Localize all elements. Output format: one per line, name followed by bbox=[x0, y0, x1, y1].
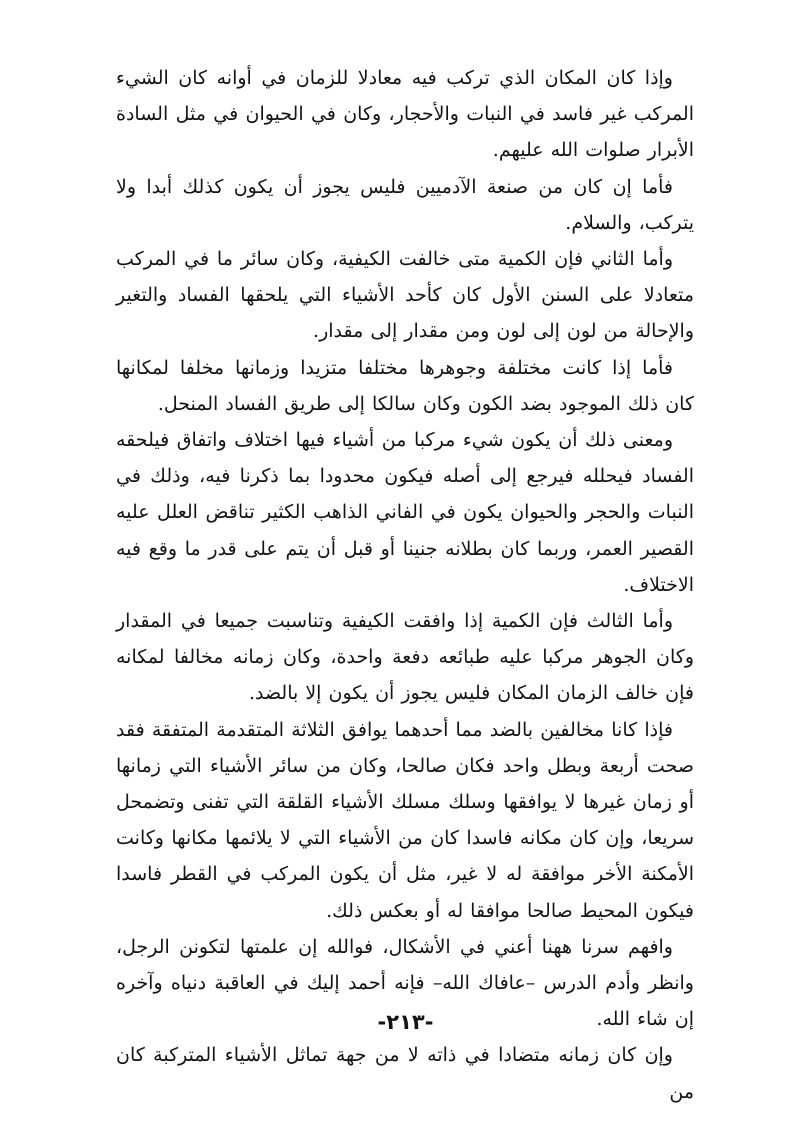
paragraph-5: ومعنى ذلك أن يكون شيء مركبا من أشياء فيها اختلاف واتفاق فيلحقه الفساد فيحلله فيرجع إلى أصله فيكون محدودا بما ذكرنا فيه، وذلك في النبات والحجر والحيوان يكون في الفاني الذاهب الكثير تناقض العلل عليه القصير العمر، وربما كان بطلانه جنينا أو قبل أن يتم على قدر ما وقع فيه الاختلاف. bbox=[116, 429, 694, 596]
paragraph-8: وافهم سرنا ههنا أعني في الأشكال، فوالله إن علمتها لتكونن الرجل، وانظر وأدم الدرس –عافاك الله– فإنه أحمد إليك في العاقبة دنياه وآخره إن شاء الله. bbox=[116, 935, 694, 1031]
paragraph-7: فإذا كانا مخالفين بالضد مما أحدهما يوافق الثلاثة المتقدمة المتفقة فقد صحت أربعة وبطل واحد فكان صالحا، وكان من سائر الأشياء التي زمانها أو زمان غيرها لا يوافقها وسلك مسلك الأشياء القلقة التي تفنى وتضمحل سريعا، وإن كان مكانه فاسدا كان من الأشياء التي لا يلائمها مكانها وكانت الأمكنة الأخر موافقة له لا غير، مثل أن يكون المركب في القطر فاسدا فيكون المحيط صالحا موافقا له أو بعكس ذلك. bbox=[116, 718, 694, 922]
paragraph-9: وإن كان زمانه متضادا في ذاته لا من جهة تماثل الأشياء المتركبة كان من bbox=[116, 1044, 694, 1103]
paragraph-6: وأما الثالث فإن الكمية إذا وافقت الكيفية وتناسبت جميعا في المقدار وكان الجوهر مركبا عليه طبائعه دفعة واحدة، وكان زمانه مخالفا لمكانه فإن خالف الزمان المكان فليس يجوز أن يكون إلا بالضد. bbox=[116, 610, 694, 705]
page-number: -٢١٣- bbox=[377, 1010, 434, 1034]
paragraph-3: وأما الثاني فإن الكمية متى خالفت الكيفية، وكان سائر ما في المركب متعادلا على السنن الأول كان كأحد الأشياء التي يلحقها الفساد والتغير والإحالة من لون إلى لون ومن مقدار إلى مقدار. bbox=[116, 248, 694, 343]
paragraph-1: وإذا كان المكان الذي تركب فيه معادلا للزمان في أوانه كان الشيء المركب غير فاسد في النبات والأحجار، وكان في الحيوان في مثل السادة الأبرار صلوات الله عليهم. bbox=[116, 67, 694, 162]
paragraph-2: فأما إن كان من صنعة الآدميين فليس يجوز أن يكون كذلك أبدا ولا يتركب، والسلام. bbox=[116, 175, 694, 234]
paragraph-4: فأما إذا كانت مختلفة وجوهرها مختلفا متزيدا وزمانها مخلفا لمكانها كان ذلك الموجود بضد الكون وكان سالكا إلى طريق الفساد المنحل. bbox=[116, 356, 694, 415]
page-body bbox=[116, 60, 694, 1110]
